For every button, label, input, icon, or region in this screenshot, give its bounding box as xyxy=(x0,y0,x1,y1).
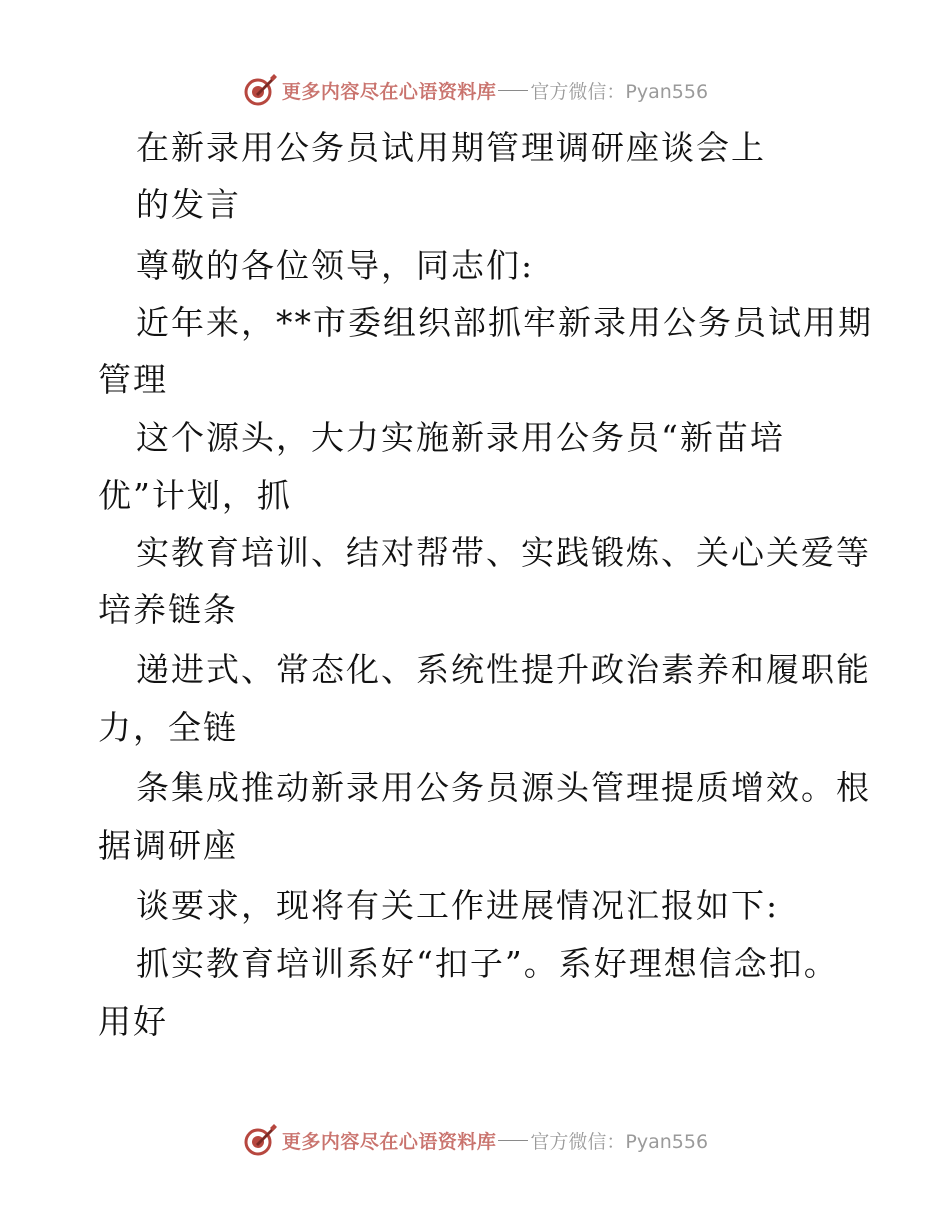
doc-line-salutation: 尊敬的各位领导，同志们: xyxy=(136,246,535,285)
doc-line: 谈要求，现将有关工作进展情况汇报如下: xyxy=(136,886,780,925)
doc-line: 力，全链 xyxy=(98,708,238,747)
doc-line: 据调研座 xyxy=(98,826,238,865)
doc-line: 这个源头，大力实施新录用公务员“新苗培 xyxy=(136,418,785,457)
footer-watermark xyxy=(0,1120,950,1160)
doc-line: 实教育培训、结对帮带、实践锻炼、关心关爱等 xyxy=(136,533,871,572)
doc-line-title-2: 的发言 xyxy=(136,185,241,224)
watermark-contact-text: 官方微信：Pyan556 xyxy=(530,80,709,103)
doc-line: 近年来，**市委组织部抓牢新录用公务员试用期 xyxy=(136,303,873,342)
quill-logo-icon xyxy=(242,1122,278,1158)
doc-line: 管理 xyxy=(98,360,168,399)
doc-line: 培养链条 xyxy=(98,590,238,629)
header-watermark xyxy=(0,70,950,110)
doc-line-title-1: 在新录用公务员试用期管理调研座谈会上 xyxy=(136,128,766,167)
watermark-brand-text: 更多内容尽在心语资料库 xyxy=(281,80,497,103)
watermark-brand-text: 更多内容尽在心语资料库 xyxy=(281,1130,497,1153)
watermark-dash xyxy=(498,1140,528,1141)
doc-line: 条集成推动新录用公务员源头管理提质增效。根 xyxy=(136,768,871,807)
watermark-dash xyxy=(498,90,528,91)
doc-line: 递进式、常态化、系统性提升政治素养和履职能 xyxy=(136,650,871,689)
quill-logo-icon xyxy=(242,72,278,108)
doc-line: 优”计划，抓 xyxy=(98,476,292,515)
watermark-contact-text: 官方微信：Pyan556 xyxy=(530,1130,709,1153)
doc-line: 抓实教育培训系好“扣子”。系好理想信念扣。 xyxy=(136,944,839,983)
doc-line: 用好 xyxy=(98,1002,168,1041)
